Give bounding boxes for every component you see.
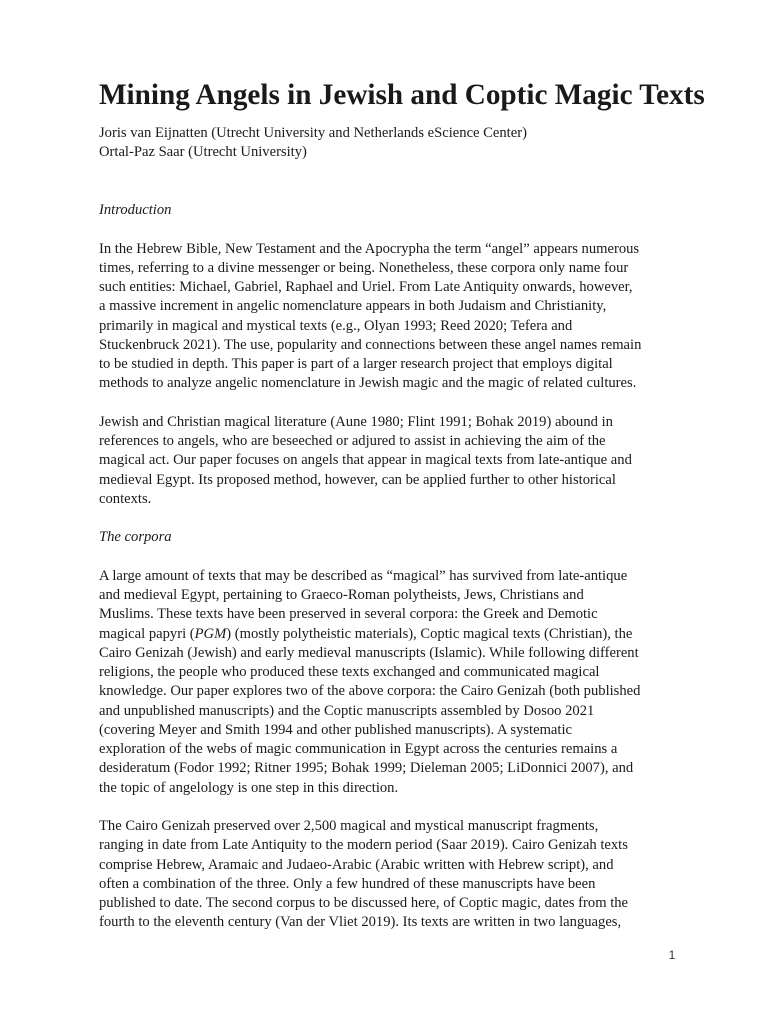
text-line: exploration of the webs of magic communication in Egypt across the centuries remains a	[99, 741, 618, 757]
body-paragraph	[99, 240, 689, 394]
text-line: knowledge. Our paper explores two of the above corpora: the Cairo Genizah (both published	[99, 683, 641, 700]
text-line: such entities: Michael, Gabriel, Raphael and Uriel. From Late Antiquity onwards, however,	[99, 279, 633, 295]
text-line: contexts.	[99, 490, 152, 507]
body-paragraph	[99, 817, 689, 933]
text-line: the topic of angelology is one step in this direction.	[99, 779, 399, 796]
body-paragraph	[99, 567, 689, 798]
page-content	[99, 79, 705, 933]
body-paragraph	[99, 413, 689, 509]
text-line: and medieval Egypt, pertaining to Graeco-Roman polytheists, Jews, Christians and	[99, 587, 584, 603]
text-line: Muslims. These texts have been preserved in several corpora: the Greek and Demotic	[99, 606, 598, 623]
paper-title: Mining Angels in Jewish and Coptic Magic Texts	[99, 79, 705, 111]
author-line: Joris van Eijnatten (Utrecht University and Netherlands eScience Center)	[99, 125, 527, 141]
text-line: often a combination of the three. Only a few hundred of these manuscripts have been	[99, 875, 596, 892]
text-line: methods to analyze angelic nomenclature in Jewish magic and the magic of related cultures.	[99, 375, 637, 392]
author-line: Ortal-Paz Saar (Utrecht University)	[99, 144, 307, 161]
text-line: A large amount of texts that may be described as “magical” has survived from late-antique	[99, 567, 628, 584]
text-line: and unpublished manuscripts) and the Coptic manuscripts assembled by Dosoo 2021	[99, 702, 595, 719]
text-line: In the Hebrew Bible, New Testament and the Apocrypha the term “angel” appears numerous	[99, 240, 640, 257]
page-number: 1	[668, 948, 676, 962]
text-line: The Cairo Genizah preserved over 2,500 magical and mystical manuscript fragments,	[99, 818, 599, 834]
text-line: medieval Egypt. Its proposed method, however, can be applied further to other historical	[99, 471, 616, 488]
text-line: references to angels, who are beseeched or adjured to assist in achieving the aim of the	[99, 433, 606, 449]
text-line: magical act. Our paper focuses on angels that appear in magical texts from late-antique and	[99, 452, 632, 469]
text-line: ranging in date from Late Antiquity to the modern period (Saar 2019). Cairo Genizah texts	[99, 837, 628, 854]
text-segment: ) (mostly polytheistic materials), Coptic magical texts (Christian), the	[226, 625, 633, 642]
text-segment: magical papyri (	[99, 625, 195, 642]
text-line: Cairo Genizah (Jewish) and early medieval manuscripts (Islamic). While following different	[99, 644, 639, 661]
text-line: primarily in magical and mystical texts (e.g., Olyan 1993; Reed 2020; Tefera and	[99, 317, 573, 334]
text-line: Jewish and Christian magical literature (Aune 1980; Flint 1991; Bohak 2019) abound in	[99, 413, 613, 430]
text-line: a massive increment in angelic nomenclature appears in both Judaism and Christianity,	[99, 298, 607, 315]
text-line: published to date. The second corpus to be discussed here, of Coptic magic, dates from the	[99, 895, 629, 911]
section-heading-introduction: Introduction	[99, 202, 172, 218]
text-line: Stuckenbruck 2021). The use, popularity and connections between these angel names remain	[99, 336, 642, 353]
text-line: desideratum (Fodor 1992; Ritner 1995; Bohak 1999; Dieleman 2005; LiDonnici 2007), and	[99, 760, 634, 777]
italic-abbreviation: PGM	[194, 625, 227, 642]
text-line: times, referring to a divine messenger or being. Nonetheless, these corpora only name four	[99, 259, 629, 276]
text-line: (covering Meyer and Smith 1994 and other published manuscripts). A systematic	[99, 721, 572, 738]
text-line: to be studied in depth. This paper is part of a larger research project that employs digital	[99, 356, 613, 372]
text-line: fourth to the eleventh century (Van der Vliet 2019). Its texts are written in two languages,	[99, 914, 622, 931]
text-line: religions, the people who produced these texts exchanged and communicated magical	[99, 664, 600, 680]
text-line	[99, 625, 689, 644]
text-line: comprise Hebrew, Aramaic and Judaeo-Arabic (Arabic written with Hebrew script), and	[99, 856, 614, 873]
section-heading-corpora: The corpora	[99, 529, 172, 546]
